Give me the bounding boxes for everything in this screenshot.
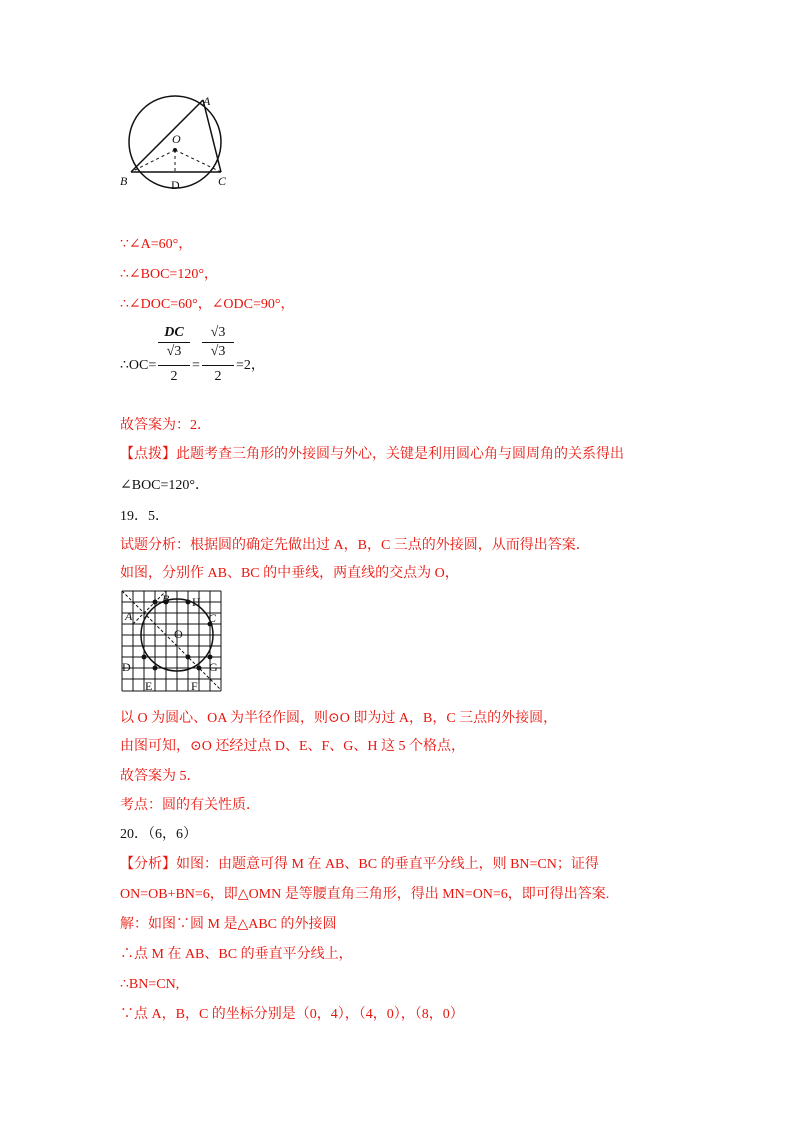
text-line-11: 以 O 为圆心、OA 为半径作圆，则⊙O 即为过 A，B，C 三点的外接圆， [120, 711, 558, 726]
fig1-label-A: A [203, 94, 211, 108]
equals-sign: = [192, 358, 200, 373]
fig2-label-H: H [192, 595, 201, 609]
text-line-2: ∴∠BOC=120°， [120, 267, 218, 282]
fraction-2 [202, 324, 234, 386]
fig2-label-B: B [162, 592, 170, 606]
text-line-1: ∵∠A=60°， [120, 237, 193, 252]
fig1-label-B: B [120, 174, 128, 188]
text-line-9: 试题分析：根据圆的确定先做出过 A，B，C 三点的外接圆，从而得出答案． [120, 538, 590, 553]
text-line-15: 20．（6，6） [120, 827, 197, 842]
grid-circle-figure [121, 590, 225, 692]
fraction-2-top: √3 [202, 324, 234, 343]
fig2-label-O: O [174, 627, 183, 641]
text-line-20: ∴BN=CN, [120, 977, 180, 992]
fraction-1 [158, 324, 190, 386]
fraction-1-mid: √3 [166, 344, 182, 359]
fig1-label-D: D [171, 178, 180, 192]
text-line-14: 考点：圆的有关性质． [120, 798, 260, 813]
oc-prefix: ∴OC= [120, 358, 157, 373]
text-line-3: ∴∠DOC=60°，∠ODC=90°， [120, 297, 295, 312]
fig2-label-C: C [208, 611, 217, 625]
text-line-5: 故答案为：2． [120, 418, 211, 433]
text-line-8: 19．5． [120, 509, 169, 524]
fig2-label-F: F [191, 679, 198, 693]
fraction-1-top: DC [158, 324, 190, 343]
text-line-17: ON=OB+BN=6，即△OMN 是等腰直角三角形，得出 MN=ON=6，即可得出答案. [120, 887, 610, 902]
text-line-13: 故答案为 5． [120, 769, 201, 784]
oc-suffix: =2， [236, 358, 265, 373]
text-line-7: ∠BOC=120°． [120, 478, 210, 493]
text-line-10: 如图，分别作 AB、BC 的中垂线，两直线的交点为 O， [120, 566, 459, 581]
fig2-label-E: E [145, 679, 153, 693]
fraction-2-mid: √3 [210, 344, 226, 359]
fig2-label-D: D [122, 660, 131, 674]
fig1-label-O: O [172, 132, 181, 146]
fraction-1-bot: 2 [158, 365, 190, 386]
text-line-12: 由图可知，⊙O 还经过点 D、E、F、G、H 这 5 个格点， [120, 739, 466, 754]
fig2-label-G: G [209, 660, 218, 674]
fig2-label-A: A [125, 609, 133, 623]
fig1-label-C: C [218, 174, 227, 188]
text-line-18: 解：如图∵圆 M 是△ABC 的外接圆 [120, 917, 337, 932]
text-line-16: 【分析】如图：由题意可得 M 在 AB、BC 的垂直平分线上，则 BN=CN；证得 [120, 857, 599, 872]
fraction-2-bot: 2 [202, 365, 234, 386]
text-line-6: 【点拨】此题考查三角形的外接圆与外心，关键是利用圆心角与圆周角的关系得出 [120, 447, 624, 462]
text-line-21: ∵点 A，B，C 的坐标分别是（0，4），（4，0），（8，0） [120, 1007, 464, 1022]
text-line-19: ∴点 M 在 AB、BC 的垂直平分线上， [120, 947, 353, 962]
